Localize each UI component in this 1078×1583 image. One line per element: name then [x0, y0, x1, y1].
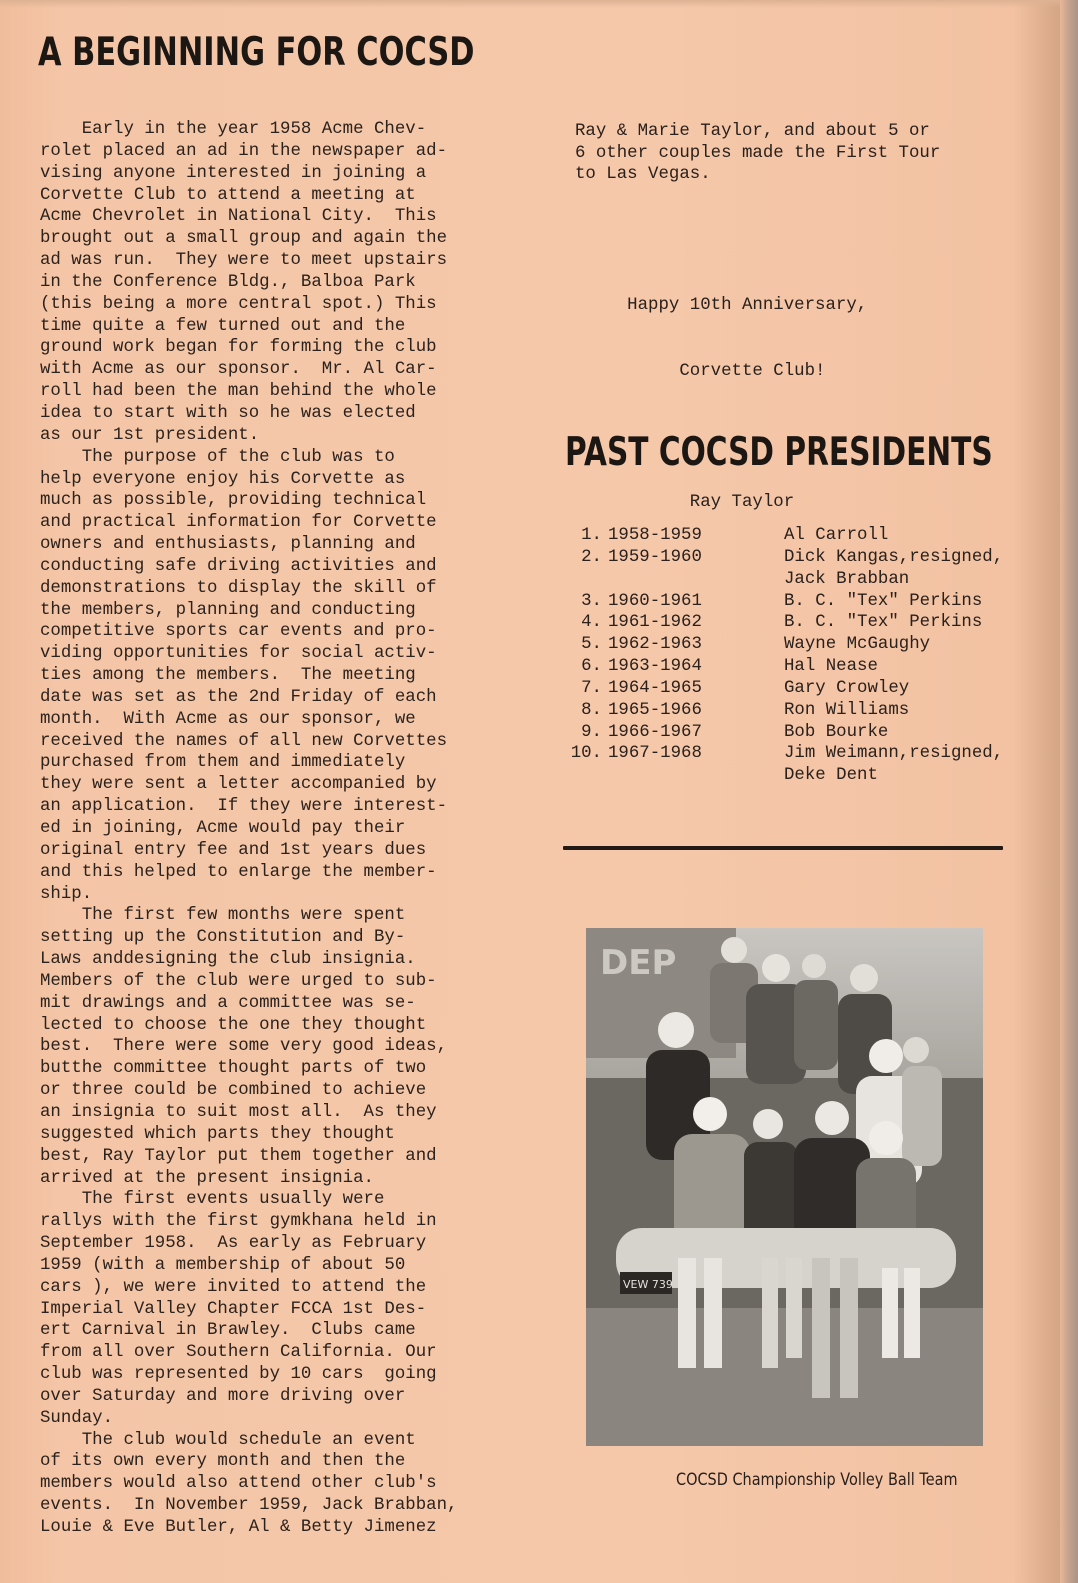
article-line: Acme Chevrolet in National City. This [40, 207, 437, 227]
article-line: month. With Acme as our sponsor, we [40, 709, 416, 729]
article-line: The first few months were spent [40, 906, 406, 926]
article-line: Imperial Valley Chapter FCCA 1st Des- [40, 1299, 427, 1319]
article-line: an insignia to suit most all. As they [40, 1102, 437, 1122]
president-number: 3. [581, 591, 602, 611]
article-line: conducting safe driving activities and [40, 556, 437, 576]
article-line: ad was run. They were to meet upstairs [40, 251, 448, 271]
president-names [784, 525, 1030, 547]
article-line: roll had been the man behind the whole [40, 382, 437, 402]
president-name: Dick Kangas,resigned, [784, 547, 1004, 567]
article-line: events. In November 1959, Jack Brabban, [40, 1496, 458, 1516]
president-name: Gary Crowley [784, 678, 910, 698]
president-names [784, 634, 1030, 656]
building-sign: DEP [600, 943, 677, 983]
article-line: mit drawings and a committee was se- [40, 993, 416, 1013]
president-years: 1958-1959 [608, 526, 702, 545]
continuation-line: to Las Vegas. [575, 165, 711, 185]
president-name: Hal Nease [784, 657, 878, 677]
article-line: as our 1st president. [40, 425, 260, 445]
article-line: best, Ray Taylor put them together and [40, 1146, 437, 1166]
president-names [784, 700, 1030, 722]
president-years: 1959-1960 [608, 547, 702, 567]
president-years: 1965-1966 [608, 700, 702, 720]
presidents-heading: PAST COCSD PRESIDENTS [565, 430, 993, 475]
president-row [560, 591, 1030, 613]
article-line: the members, planning and conducting [40, 600, 416, 620]
article-line: cars ), we were invited to attend the [40, 1277, 427, 1297]
president-names [784, 612, 1030, 634]
article-line: September 1958. As early as February [40, 1234, 427, 1254]
article-line: 1959 (with a membership of about 50 [40, 1255, 406, 1275]
article-line: original entry fee and 1st years dues [40, 840, 427, 860]
article-line: demonstrations to display the skill of [40, 578, 437, 598]
article-line: The purpose of the club was to [40, 447, 395, 467]
closing-line-2: Corvette Club! [575, 361, 826, 381]
article-line: date was set as the 2nd Friday of each [40, 687, 437, 707]
page-binding-edge [1060, 0, 1078, 1583]
article-line: over Saturday and more driving over [40, 1386, 406, 1406]
article-line: setting up the Constitution and By- [40, 928, 406, 948]
article-line: lected to choose the one they thought [40, 1015, 427, 1035]
team-photo-illustration [586, 928, 983, 1446]
closing-line-1: Happy 10th Anniversary, [575, 296, 868, 316]
article-line: time quite a few turned out and the [40, 316, 406, 336]
article-line: The club would schedule an event [40, 1430, 416, 1450]
article-line: or three could be combined to achieve [40, 1081, 427, 1101]
president-row [560, 547, 1030, 591]
president-name: B. C. "Tex" Perkins [784, 591, 983, 611]
president-names [784, 591, 1030, 613]
article-line: members would also attend other club's [40, 1474, 437, 1494]
article-line: owners and enthusiasts, planning and [40, 535, 416, 555]
president-number: 9. [581, 722, 602, 742]
president-number: 4. [581, 613, 602, 633]
article-line: ties among the members. The meeting [40, 666, 416, 686]
article-title: A BEGINNING FOR COCSD [38, 30, 475, 75]
article-line: viding opportunities for social activ- [40, 644, 437, 664]
article-line: received the names of all new Corvettes [40, 731, 448, 751]
article-line: ert Carnival in Brawley. Clubs came [40, 1321, 416, 1341]
article-line: help everyone enjoy his Corvette as [40, 469, 406, 489]
article-line: of its own every month and then the [40, 1452, 406, 1472]
article-body [40, 119, 490, 1539]
article-line: vising anyone interested in joining a [40, 163, 427, 183]
article-line: Early in the year 1958 Acme Chev- [40, 120, 427, 139]
article-line: they were sent a letter accompanied by [40, 775, 437, 795]
president-row [560, 525, 1030, 547]
president-row [560, 743, 1030, 787]
president-name: B. C. "Tex" Perkins [784, 613, 983, 633]
article-line: Members of the club were urged to sub- [40, 971, 437, 991]
article-line: Louie & Eve Butler, Al & Betty Jimenez [40, 1518, 437, 1537]
president-row [560, 700, 1030, 722]
president-number: 8. [581, 700, 602, 720]
article-line: purchased from them and immediately [40, 753, 406, 773]
president-years: 1961-1962 [608, 613, 702, 633]
president-row [560, 722, 1030, 744]
section-divider [563, 846, 1003, 850]
president-years: 1960-1961 [608, 591, 702, 611]
president-name: Jim Weimann,resigned, [784, 744, 1004, 764]
continuation-line: 6 other couples made the First Tour [575, 143, 941, 163]
article-line: in the Conference Bldg., Balboa Park [40, 272, 416, 292]
president-number: 2. [581, 547, 602, 567]
president-names [784, 722, 1030, 744]
article-line: Laws anddesigning the club insignia. [40, 950, 416, 970]
president-years: 1964-1965 [608, 678, 702, 698]
president-name: Ron Williams [784, 700, 910, 720]
president-number: 10. [570, 744, 602, 764]
president-row [560, 612, 1030, 634]
article-line: with Acme as our sponsor. Mr. Al Car- [40, 360, 437, 380]
article-line: Corvette Club to attend a meeting at [40, 185, 416, 205]
continuation-line: Ray & Marie Taylor, and about 5 or [575, 121, 930, 141]
president-name: Deke Dent [784, 766, 878, 786]
president-names [784, 656, 1030, 678]
president-years: 1962-1963 [608, 635, 702, 655]
article-line: much as possible, providing technical [40, 491, 427, 511]
president-name: Al Carroll [784, 526, 889, 545]
article-line: ship. [40, 884, 93, 904]
article-line: suggested which parts they thought [40, 1124, 395, 1144]
article-line: competitive sports car events and pro- [40, 622, 437, 642]
license-plate-text: VEW 739 [623, 1278, 673, 1291]
page-top-edge [0, 0, 1078, 8]
article-line: idea to start with so he was elected [40, 403, 416, 423]
president-row [560, 634, 1030, 656]
article-line: club was represented by 10 cars going [40, 1365, 437, 1385]
article-line: and practical information for Corvette [40, 513, 437, 533]
article-line: ed in joining, Acme would pay their [40, 819, 406, 838]
article-line: and this helped to enlarge the member- [40, 862, 437, 882]
author-signature: Ray Taylor [575, 493, 795, 513]
president-name: Wayne McGaughy [784, 635, 931, 655]
president-years: 1963-1964 [608, 657, 702, 677]
presidents-list [560, 525, 1030, 787]
article-line: The first events usually were [40, 1190, 385, 1210]
president-number: 7. [581, 678, 602, 698]
article-line: from all over Southern California. Our [40, 1343, 437, 1363]
article-line: Sunday. [40, 1408, 114, 1428]
article-line: ground work began for forming the club [40, 338, 437, 358]
president-name: Bob Bourke [784, 722, 889, 742]
president-row [560, 678, 1030, 700]
article-line: arrived at the present insignia. [40, 1168, 374, 1188]
president-names [784, 743, 1030, 787]
article-line: (this being a more central spot.) This [40, 294, 437, 314]
article-line: rolet placed an ad in the newspaper ad- [40, 141, 448, 161]
article-line: rallys with the first gymkhana held in [40, 1212, 437, 1232]
article-line: butthe committee thought parts of two [40, 1059, 427, 1079]
president-number: 1. [581, 526, 602, 545]
article-line: an application. If they were interest- [40, 797, 448, 817]
photo-caption: COCSD Championship Volley Ball Team [676, 1470, 958, 1490]
president-row [560, 656, 1030, 678]
article-line: brought out a small group and again the [40, 229, 448, 249]
president-number: 5. [581, 635, 602, 655]
article-line: best. There were some very good ideas, [40, 1037, 448, 1057]
team-photo [586, 928, 983, 1446]
president-number: 6. [581, 657, 602, 677]
president-names [784, 678, 1030, 700]
president-name: Jack Brabban [784, 569, 910, 589]
president-names [784, 547, 1030, 591]
president-years: 1966-1967 [608, 722, 702, 742]
president-years: 1967-1968 [608, 744, 702, 764]
